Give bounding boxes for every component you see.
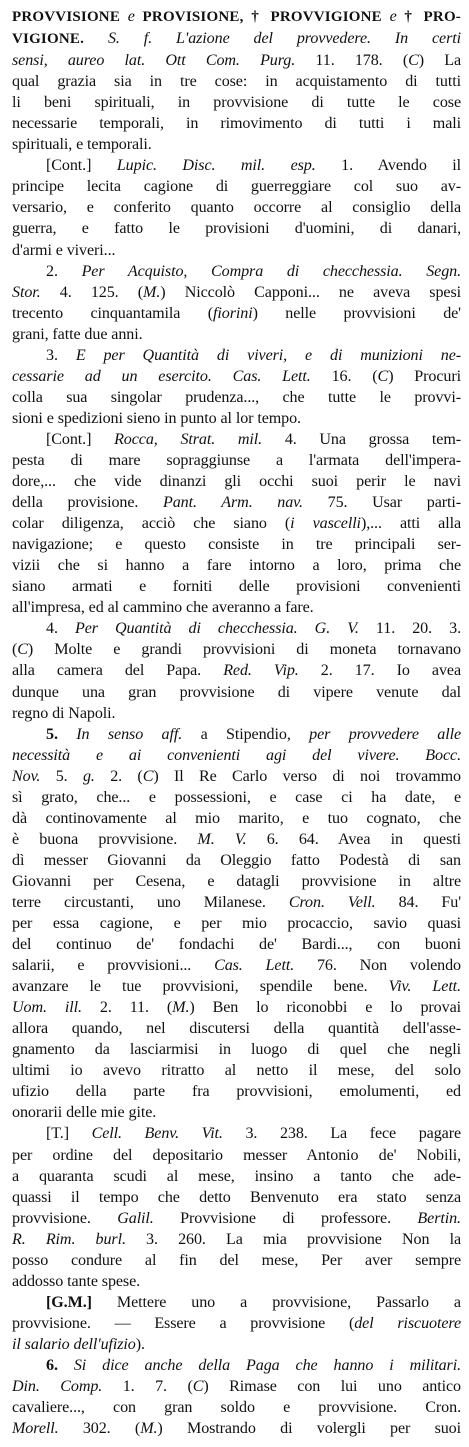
text-segment: addosso tante spese. [12,1272,141,1290]
text-line [12,1187,461,1208]
text-segment: 1. 7. ( [122,1378,193,1396]
text-line [12,808,461,829]
text-segment: sioni e spedizioni sieno in punto al lor tempo. [12,409,301,427]
text-line [12,176,461,197]
text-line [12,1397,461,1418]
text-segment: Bertin. [417,1209,461,1227]
text-segment: 76. Non volendo [316,957,461,975]
text-segment: S. f. L'azione del provvedere. In certi [107,30,461,48]
text-line [12,1376,461,1397]
text-segment: Provvisione di professore. [180,1209,418,1227]
text-line [12,618,461,639]
text-segment: C [408,52,419,70]
text-line [12,1039,461,1060]
text-segment: ) Mostrando di volergli per suoi [157,1420,461,1438]
text-segment: terre circustanti, uno Milanese. [12,893,289,911]
text-segment: per provvedere alle [309,725,461,743]
text-line [12,1271,461,1292]
text-segment: colla sua singolar prudenza..., che tutte le provvi- [12,388,461,406]
text-segment: g. [82,767,111,785]
text-line [12,113,461,134]
text-line [12,50,461,71]
text-segment: fiorini [213,304,253,322]
text-segment: 2. [46,262,82,280]
text-line [12,660,461,681]
text-segment: Stor. [12,283,60,301]
text-line [12,1166,461,1187]
text-segment: spirituali, e temporali. [12,136,152,154]
text-segment: sensi, aureo lat. Ott Com. Purg. [12,52,316,70]
text-line [12,597,461,618]
text-segment: Lupic. Disc. mil. esp. [116,157,342,175]
text-line [12,534,461,555]
text-segment: 3. [46,346,76,364]
text-segment: trecento cinquantamila ( [12,304,214,322]
text-segment: all'impresa, ed al cammino che averanno a fare. [12,599,314,617]
text-segment: ufizio della parte fra provvisioni, emolumenti, ed [12,1083,461,1101]
text-segment: Rocca, Strat. mil. [114,430,285,448]
text-segment: per ordine del depositario messer Antonio de' Nobili, [12,1146,461,1164]
text-segment: dà continovamente al mio marito, e tuo cognato, che [12,809,461,827]
text-segment: allora quando, nel discutersi della quantità dell'asse- [12,1020,461,1038]
text-segment: dunque una gran provvisione di vipere venute dal [12,683,461,701]
text-segment: dore,... che vide dinanzi gli occhi suoi perir le navi [12,473,461,491]
text-segment: versario, e conferito quanto occorre al consiglio della [12,199,461,217]
text-line [12,1123,461,1144]
text-segment: ) La [418,52,461,70]
text-line [12,303,461,324]
text-segment: Si dice anche della Paga che hanno i militari. [73,1357,461,1374]
text-segment: Viv. Lett. [388,978,461,996]
text-line [12,366,461,387]
text-segment: Morell. [12,1420,83,1438]
text-segment: ( [12,641,18,659]
text-segment: C [17,641,28,659]
text-line [12,28,461,50]
text-segment: M. [172,999,190,1017]
text-segment: ),... atti alla [360,515,461,533]
text-line [12,324,461,345]
text-segment: 5. [55,767,83,785]
text-segment: [Cont.] [46,430,115,448]
text-segment: ). [135,1335,145,1353]
text-segment: vizii che si hanno a fare intorno a loro, prima che [12,557,461,575]
text-segment: quassi il tempo che detto Benvenuto era stato senza [12,1188,461,1206]
text-segment: provvisione. — Essere a provvisione ( [12,1314,355,1332]
text-segment: e [389,8,405,25]
text-segment: sì grato, che... e possessioni, e case ci ha date, e [12,788,461,806]
text-segment: Giovanni per Cesena, e datagli provvisione in altre [12,872,461,890]
text-line [12,92,461,113]
text-segment: Galil. [117,1209,181,1227]
text-line [12,1418,461,1439]
text-line [12,850,461,871]
text-line [12,934,461,955]
text-line [12,871,461,892]
text-line [12,71,461,92]
text-segment: necessarie temporali, in rimovimento di tutti i mali [12,115,461,133]
text-segment: 4. [46,620,75,638]
text-segment: per essa cagione, e per mio procaccio, savio quasi [12,915,461,933]
text-segment: onorarii delle mie gite. [12,1104,157,1122]
text-line [12,766,461,787]
text-segment: 1. Avendo il [341,157,461,175]
text-segment: guerra, e fatto le provisioni d'uomini, di danari, [12,220,461,238]
text-segment: Per Acquisto, Compra di checchessia. Segn. [81,262,461,280]
text-line [12,134,461,155]
text-line [12,387,461,408]
text-segment: posso condure al fin del mese, Per aver sempre [12,1251,461,1269]
text-segment: Cas. Lett. [214,957,317,975]
text-segment: 75. Usar parti- [327,494,461,512]
text-segment: In senso aff. [76,725,201,743]
text-segment: 2. 11. ( [99,999,173,1017]
text-segment: grani, fatte due anni. [12,325,143,343]
text-segment: 11. 20. 3. [375,620,461,638]
text-line [12,450,461,471]
text-segment: cessarie ad un esercito. Cas. Lett. [12,367,332,385]
text-line [12,682,461,703]
text-segment: i vascelli [290,515,361,533]
text-segment: gnamento da lasciarmisi in luogo di quel che negli [12,1041,461,1059]
text-line [12,429,461,450]
text-segment: provvisione. [12,1209,118,1227]
text-line [12,1102,461,1123]
text-segment: ultimi io avevo ritratto al netto il mese, del solo [12,1062,461,1080]
text-segment: alla camera del Papa. [12,662,224,680]
text-line [12,471,461,492]
text-line [12,724,461,745]
text-segment: 4. 125. ( [59,283,144,301]
text-line [12,892,461,913]
text-segment: ) Ben lo riconobbi e lo provai [189,999,461,1017]
text-segment: ) Molte e grandi provvisioni di moneta tornavano [27,641,461,659]
text-segment: E per Quantità di viveri, e di munizioni ne- [75,346,461,364]
text-segment: il salario dell'ufizio [12,1335,136,1353]
text-segment: 2. ( [110,767,143,785]
text-segment: 302. ( [82,1420,141,1438]
text-segment: a quaranta scudi al mese, insino a tanto che ade- [12,1167,461,1185]
text-segment: [G.M.] [46,1293,117,1311]
text-line [12,1250,461,1271]
text-line [12,408,461,429]
text-segment: 5. [46,725,77,743]
text-line [12,1081,461,1102]
text-segment: 84. Fu' [398,893,461,911]
text-line [12,155,461,176]
text-line [12,1292,461,1313]
text-line [12,955,461,976]
text-segment: Cron. Vell. [288,893,399,911]
text-segment: colar diligenza, acciò che siano ( [12,515,291,533]
text-segment: Mettere uno a provvisione, Passarlo a [116,1293,461,1311]
text-line [12,240,461,261]
text-line [12,1229,461,1250]
text-segment: 11. 178. ( [315,52,409,70]
text-segment: a Stipendio, [200,725,310,743]
text-segment: [T.] [46,1125,92,1143]
text-segment: principe lecita cagione di guerreggiare col suo av- [12,178,461,196]
text-segment: è buona provvisione. [12,830,198,848]
text-segment: 3. 260. La mia provvisione Non la [146,1230,461,1248]
text-segment: necessità e ai convenienti agi del vivere. Bocc. [12,746,461,764]
text-segment: † PRO- [404,9,461,25]
text-segment: Per Quantità di checchessia. G. V. [74,620,376,638]
text-segment: Nov. [12,767,56,785]
text-line [12,1208,461,1229]
text-segment: M. [143,283,161,301]
text-segment: 2. 17. Io avea [320,662,461,680]
text-line [12,1313,461,1334]
text-line [12,829,461,850]
text-line [12,703,461,724]
text-line [12,787,461,808]
text-segment: ) Niccolò Capponi... ne aveva spesi [160,283,461,301]
text-line [12,997,461,1018]
text-segment: C [142,767,154,785]
text-line [12,492,461,513]
text-segment: C [377,367,389,385]
text-line [12,345,461,366]
text-line [12,913,461,934]
text-segment: qual grazia sia in tre cose: in acquistamento di tutti [12,73,461,91]
text-line [12,282,461,303]
text-segment: li beni spirituali, in provvisione di tutte le cose [12,94,461,112]
text-segment: dì messer Giovanni da Oleggio fatto Podestà di san [12,851,461,869]
text-segment: cavaliere..., con gran soldo e provvisione. Cron. [12,1399,461,1417]
text-segment: ) Rimase con lui uno antico [203,1378,461,1396]
text-segment: PROVVISIONE [12,9,128,25]
text-segment: M. V. [197,830,267,848]
text-segment: M. [140,1420,158,1438]
text-segment: ) Procuri [388,367,461,385]
text-segment: Uom. ill. [12,999,100,1017]
text-segment: della provisione. [12,494,163,512]
text-line [12,261,461,282]
text-segment: pesta di mare sopraggiunse a l'armata dell'impera- [12,451,461,469]
text-line [12,1334,461,1355]
text-segment: Pant. Arm. nav. [162,494,328,512]
text-segment: Red. Vip. [223,662,321,680]
text-segment: e [127,8,143,25]
text-segment: Din. Comp. [12,1378,123,1396]
text-line [12,745,461,766]
text-line [12,197,461,218]
text-segment: 6. 64. Avea in questi [266,830,461,848]
text-line [12,1145,461,1166]
text-segment: 4. Una grossa tem- [284,430,461,448]
text-segment: ) Il Re Carlo verso di noi trovammo [153,767,461,785]
text-segment: [Cont.] [46,157,117,175]
text-segment: 6. [46,1357,74,1374]
text-segment: PROVISIONE, † PROVVIGIONE [142,9,390,25]
text-segment: ) nelle provvisioni de' [252,304,461,322]
text-line [12,576,461,597]
text-segment: VIGIONE. [12,31,108,48]
text-line [12,513,461,534]
text-segment: regno di Napoli. [12,704,116,722]
text-segment: navigazione; e questo consiste in tre principali ser- [12,536,461,554]
text-segment: del riscuotere [354,1314,461,1332]
text-line [12,6,461,28]
text-line [12,1018,461,1039]
text-line [12,1060,461,1081]
text-line [12,555,461,576]
text-segment: d'armi e viveri... [12,241,116,259]
text-segment: 3. 238. La fece pagare [245,1125,461,1143]
text-line [12,1355,461,1376]
text-line [12,976,461,997]
text-line [12,639,461,660]
text-segment: avanzare le tue provvisioni, spendile bene. [12,978,389,996]
text-segment: salarii, e provvisioni... [12,957,215,975]
text-segment: R. Rim. burl. [12,1230,147,1248]
text-segment: del continuo de' fondachi de' Bardi..., con buoni [12,936,461,954]
text-segment: 16. ( [331,367,378,385]
text-line [12,218,461,239]
text-segment: C [192,1378,204,1396]
text-segment: siano armati e forniti delle provisioni convenienti [12,578,461,596]
text-segment: Cell. Benv. Vit. [91,1125,246,1143]
